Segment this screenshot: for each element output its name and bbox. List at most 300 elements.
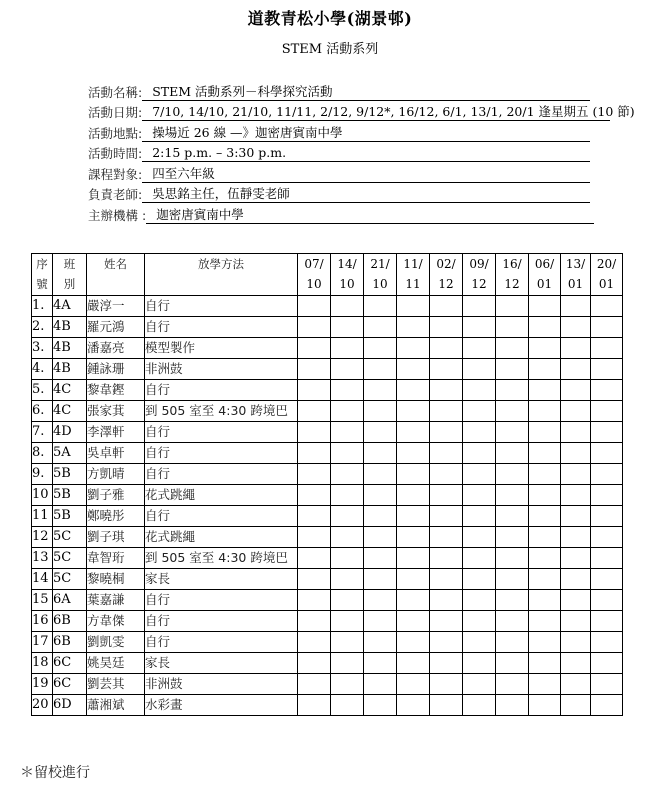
attendance-cell[interactable]: [529, 506, 561, 527]
attendance-cell[interactable]: [298, 422, 331, 443]
attendance-cell[interactable]: [364, 653, 397, 674]
attendance-cell[interactable]: [331, 653, 364, 674]
table-header-row: [32, 254, 623, 296]
attendance-cell[interactable]: [591, 527, 623, 548]
attendance-cell[interactable]: [298, 674, 331, 695]
attendance-cell[interactable]: [430, 485, 463, 506]
row-dismissal-method: 自行: [145, 422, 298, 443]
attendance-cell[interactable]: [298, 590, 331, 611]
attendance-cell[interactable]: [364, 443, 397, 464]
header-date: 21/ 10: [364, 254, 397, 296]
info-row: [88, 142, 628, 163]
attendance-cell[interactable]: [591, 359, 623, 380]
row-dismissal-method: 自行: [145, 632, 298, 653]
attendance-cell[interactable]: [430, 338, 463, 359]
row-student-name: 黎韋鏗: [87, 380, 145, 401]
attendance-cell[interactable]: [298, 317, 331, 338]
attendance-cell[interactable]: [496, 464, 529, 485]
attendance-cell[interactable]: [591, 653, 623, 674]
attendance-cell[interactable]: [591, 569, 623, 590]
attendance-cell[interactable]: [430, 359, 463, 380]
attendance-cell[interactable]: [463, 632, 496, 653]
attendance-cell[interactable]: [591, 548, 623, 569]
row-class: 5B: [53, 485, 87, 506]
attendance-cell[interactable]: [561, 485, 591, 506]
attendance-cell[interactable]: [364, 674, 397, 695]
row-class: 6B: [53, 611, 87, 632]
row-student-name: 潘嘉亮: [87, 338, 145, 359]
attendance-cell[interactable]: [298, 695, 331, 716]
attendance-cell[interactable]: [430, 380, 463, 401]
table-row: [32, 443, 623, 464]
attendance-cell[interactable]: [591, 380, 623, 401]
row-dismissal-method: 到 505 室至 4:30 跨境巴: [145, 401, 298, 422]
attendance-cell[interactable]: [591, 338, 623, 359]
attendance-cell[interactable]: [331, 632, 364, 653]
row-class: 4A: [53, 296, 87, 317]
table-row: [32, 632, 623, 653]
row-dismissal-method: 自行: [145, 611, 298, 632]
row-class: 6D: [53, 695, 87, 716]
attendance-cell[interactable]: [561, 611, 591, 632]
header-date: 13/ 01: [561, 254, 591, 296]
row-seq: 7.: [32, 422, 53, 443]
attendance-cell[interactable]: [331, 485, 364, 506]
attendance-cell[interactable]: [397, 380, 430, 401]
info-value: 7/10, 14/10, 21/10, 11/11, 2/12, 9/12*, 16/12, 6/1, 13/1, 20/1 逢星期五 (10 節): [142, 104, 610, 121]
attendance-cell[interactable]: [364, 422, 397, 443]
attendance-cell[interactable]: [364, 548, 397, 569]
attendance-cell[interactable]: [397, 695, 430, 716]
table-row: [32, 506, 623, 527]
attendance-cell[interactable]: [331, 464, 364, 485]
row-class: 4C: [53, 380, 87, 401]
attendance-cell[interactable]: [430, 401, 463, 422]
info-row: [88, 121, 628, 142]
attendance-cell[interactable]: [298, 296, 331, 317]
row-class: 5A: [53, 443, 87, 464]
attendance-cell[interactable]: [561, 380, 591, 401]
attendance-cell[interactable]: [496, 422, 529, 443]
attendance-cell[interactable]: [529, 443, 561, 464]
attendance-cell[interactable]: [463, 380, 496, 401]
attendance-cell[interactable]: [397, 296, 430, 317]
attendance-cell[interactable]: [591, 401, 623, 422]
activity-info: [88, 80, 635, 224]
attendance-cell[interactable]: [364, 296, 397, 317]
attendance-cell[interactable]: [561, 464, 591, 485]
attendance-cell[interactable]: [364, 380, 397, 401]
attendance-cell[interactable]: [463, 443, 496, 464]
attendance-cell[interactable]: [529, 464, 561, 485]
attendance-cell[interactable]: [529, 359, 561, 380]
attendance-cell[interactable]: [463, 527, 496, 548]
attendance-cell[interactable]: [561, 422, 591, 443]
attendance-cell[interactable]: [561, 632, 591, 653]
attendance-cell[interactable]: [331, 695, 364, 716]
attendance-cell[interactable]: [463, 548, 496, 569]
row-class: 4B: [53, 338, 87, 359]
info-value: 操場近 26 線 —》迦密唐賓南中學: [142, 125, 590, 142]
attendance-cell[interactable]: [561, 569, 591, 590]
attendance-cell[interactable]: [397, 338, 430, 359]
row-student-name: 姚昊廷: [87, 653, 145, 674]
header-seq: 序 號: [32, 254, 53, 296]
attendance-cell[interactable]: [463, 653, 496, 674]
row-class: 6A: [53, 590, 87, 611]
row-student-name: 張家萁: [87, 401, 145, 422]
attendance-cell[interactable]: [463, 695, 496, 716]
attendance-cell[interactable]: [529, 548, 561, 569]
attendance-cell[interactable]: [331, 380, 364, 401]
attendance-cell[interactable]: [397, 569, 430, 590]
attendance-cell[interactable]: [430, 317, 463, 338]
row-seq: 12: [32, 527, 53, 548]
row-dismissal-method: 水彩畫: [145, 695, 298, 716]
attendance-cell[interactable]: [496, 590, 529, 611]
attendance-cell[interactable]: [463, 611, 496, 632]
attendance-cell[interactable]: [298, 401, 331, 422]
header-date: 16/ 12: [496, 254, 529, 296]
attendance-cell[interactable]: [591, 695, 623, 716]
row-dismissal-method: 自行: [145, 506, 298, 527]
info-label: 主辦機構 :: [88, 207, 147, 223]
attendance-table: [31, 253, 623, 716]
attendance-cell[interactable]: [298, 611, 331, 632]
attendance-cell[interactable]: [463, 464, 496, 485]
attendance-cell[interactable]: [430, 695, 463, 716]
row-dismissal-method: 模型製作: [145, 338, 298, 359]
attendance-cell[interactable]: [331, 317, 364, 338]
attendance-cell[interactable]: [529, 611, 561, 632]
attendance-cell[interactable]: [496, 632, 529, 653]
attendance-cell[interactable]: [561, 548, 591, 569]
attendance-cell[interactable]: [331, 443, 364, 464]
attendance-cell[interactable]: [463, 485, 496, 506]
attendance-cell[interactable]: [331, 422, 364, 443]
row-student-name: 吳卓軒: [87, 443, 145, 464]
attendance-cell[interactable]: [496, 611, 529, 632]
row-student-name: 劉子琪: [87, 527, 145, 548]
attendance-cell[interactable]: [463, 401, 496, 422]
attendance-cell[interactable]: [430, 674, 463, 695]
attendance-cell[interactable]: [496, 695, 529, 716]
attendance-cell[interactable]: [430, 590, 463, 611]
row-seq: 8.: [32, 443, 53, 464]
attendance-cell[interactable]: [496, 527, 529, 548]
attendance-cell[interactable]: [591, 506, 623, 527]
row-seq: 16: [32, 611, 53, 632]
attendance-cell[interactable]: [561, 317, 591, 338]
header-date: 07/ 10: [298, 254, 331, 296]
attendance-cell[interactable]: [298, 569, 331, 590]
row-student-name: 鄭曉彤: [87, 506, 145, 527]
attendance-cell[interactable]: [496, 653, 529, 674]
attendance-cell[interactable]: [364, 506, 397, 527]
attendance-cell[interactable]: [331, 296, 364, 317]
attendance-cell[interactable]: [430, 506, 463, 527]
attendance-cell[interactable]: [463, 590, 496, 611]
attendance-cell[interactable]: [298, 464, 331, 485]
row-dismissal-method: 家長: [145, 569, 298, 590]
attendance-cell[interactable]: [529, 485, 561, 506]
row-class: 5B: [53, 464, 87, 485]
attendance-cell[interactable]: [463, 422, 496, 443]
attendance-cell[interactable]: [430, 569, 463, 590]
attendance-cell[interactable]: [496, 401, 529, 422]
attendance-cell[interactable]: [591, 632, 623, 653]
attendance-cell[interactable]: [496, 443, 529, 464]
attendance-cell[interactable]: [397, 422, 430, 443]
attendance-cell[interactable]: [430, 443, 463, 464]
table-row: [32, 485, 623, 506]
attendance-cell[interactable]: [561, 296, 591, 317]
table-row: [32, 527, 623, 548]
attendance-cell[interactable]: [364, 338, 397, 359]
attendance-cell[interactable]: [529, 674, 561, 695]
row-class: 6B: [53, 632, 87, 653]
attendance-cell[interactable]: [397, 317, 430, 338]
attendance-cell[interactable]: [364, 569, 397, 590]
attendance-cell[interactable]: [591, 611, 623, 632]
attendance-cell[interactable]: [496, 569, 529, 590]
attendance-cell[interactable]: [364, 359, 397, 380]
row-dismissal-method: 花式跳繩: [145, 527, 298, 548]
attendance-cell[interactable]: [331, 674, 364, 695]
attendance-cell[interactable]: [561, 674, 591, 695]
attendance-cell[interactable]: [463, 338, 496, 359]
attendance-cell[interactable]: [364, 485, 397, 506]
attendance-cell[interactable]: [430, 527, 463, 548]
attendance-cell[interactable]: [364, 317, 397, 338]
attendance-cell[interactable]: [397, 653, 430, 674]
attendance-cell[interactable]: [561, 527, 591, 548]
attendance-cell[interactable]: [529, 527, 561, 548]
attendance-cell[interactable]: [529, 632, 561, 653]
table-row: [32, 359, 623, 380]
attendance-cell[interactable]: [496, 380, 529, 401]
attendance-cell[interactable]: [561, 590, 591, 611]
row-dismissal-method: 花式跳繩: [145, 485, 298, 506]
footnote: ＊留校進行: [20, 765, 90, 781]
attendance-cell[interactable]: [430, 296, 463, 317]
attendance-cell[interactable]: [496, 506, 529, 527]
attendance-cell[interactable]: [463, 317, 496, 338]
attendance-cell[interactable]: [529, 569, 561, 590]
attendance-cell[interactable]: [397, 590, 430, 611]
attendance-cell[interactable]: [331, 569, 364, 590]
row-class: 5C: [53, 548, 87, 569]
attendance-cell[interactable]: [529, 653, 561, 674]
attendance-cell[interactable]: [463, 674, 496, 695]
attendance-cell[interactable]: [364, 527, 397, 548]
attendance-cell[interactable]: [331, 611, 364, 632]
info-label: 活動地點:: [88, 125, 143, 141]
attendance-cell[interactable]: [397, 548, 430, 569]
attendance-cell[interactable]: [529, 296, 561, 317]
attendance-cell[interactable]: [298, 485, 331, 506]
row-student-name: 葉嘉謙: [87, 590, 145, 611]
attendance-cell[interactable]: [529, 590, 561, 611]
table-row: [32, 380, 623, 401]
attendance-cell[interactable]: [561, 401, 591, 422]
attendance-cell[interactable]: [397, 674, 430, 695]
attendance-cell[interactable]: [364, 590, 397, 611]
attendance-cell[interactable]: [397, 527, 430, 548]
attendance-cell[interactable]: [364, 401, 397, 422]
attendance-cell[interactable]: [331, 359, 364, 380]
table-row: [32, 590, 623, 611]
info-value: STEM 活動系列－科學探究活動: [142, 84, 590, 101]
attendance-cell[interactable]: [331, 527, 364, 548]
header-class: 班 別: [53, 254, 87, 296]
attendance-cell[interactable]: [298, 506, 331, 527]
header-name: 姓名: [87, 254, 145, 296]
row-student-name: 劉芸其: [87, 674, 145, 695]
info-label: 活動名稱:: [88, 84, 143, 100]
attendance-cell[interactable]: [430, 632, 463, 653]
attendance-cell[interactable]: [397, 443, 430, 464]
attendance-cell[interactable]: [331, 506, 364, 527]
attendance-cell[interactable]: [463, 296, 496, 317]
attendance-cell[interactable]: [298, 443, 331, 464]
attendance-cell[interactable]: [591, 317, 623, 338]
attendance-cell[interactable]: [591, 485, 623, 506]
attendance-cell[interactable]: [298, 632, 331, 653]
header-date: 06/ 01: [529, 254, 561, 296]
attendance-cell[interactable]: [591, 443, 623, 464]
attendance-cell[interactable]: [364, 632, 397, 653]
row-seq: 14: [32, 569, 53, 590]
attendance-cell[interactable]: [561, 506, 591, 527]
attendance-cell[interactable]: [364, 695, 397, 716]
attendance-cell[interactable]: [298, 653, 331, 674]
info-label: 活動日期:: [88, 105, 143, 120]
attendance-cell[interactable]: [331, 590, 364, 611]
attendance-cell[interactable]: [298, 380, 331, 401]
attendance-cell[interactable]: [430, 464, 463, 485]
header-date: 02/ 12: [430, 254, 463, 296]
attendance-cell[interactable]: [397, 464, 430, 485]
attendance-cell[interactable]: [397, 359, 430, 380]
attendance-cell[interactable]: [591, 422, 623, 443]
attendance-cell[interactable]: [331, 401, 364, 422]
header-date: 14/ 10: [331, 254, 364, 296]
attendance-cell[interactable]: [561, 653, 591, 674]
attendance-cell[interactable]: [496, 296, 529, 317]
attendance-cell[interactable]: [529, 317, 561, 338]
attendance-cell[interactable]: [529, 380, 561, 401]
row-class: 4B: [53, 359, 87, 380]
row-student-name: 羅元鴻: [87, 317, 145, 338]
attendance-cell[interactable]: [331, 548, 364, 569]
row-seq: 20: [32, 695, 53, 716]
attendance-cell[interactable]: [364, 611, 397, 632]
row-seq: 1.: [32, 296, 53, 317]
table-row: [32, 548, 623, 569]
attendance-cell[interactable]: [397, 506, 430, 527]
attendance-cell[interactable]: [496, 548, 529, 569]
attendance-cell[interactable]: [529, 422, 561, 443]
attendance-cell[interactable]: [529, 338, 561, 359]
header-dismissal-method: 放學方法: [145, 254, 298, 296]
row-student-name: 方凱晴: [87, 464, 145, 485]
row-dismissal-method: 自行: [145, 380, 298, 401]
attendance-cell[interactable]: [463, 359, 496, 380]
attendance-cell[interactable]: [591, 296, 623, 317]
row-dismissal-method: 自行: [145, 464, 298, 485]
row-class: 4B: [53, 317, 87, 338]
attendance-cell[interactable]: [331, 338, 364, 359]
attendance-cell[interactable]: [430, 611, 463, 632]
attendance-cell[interactable]: [529, 695, 561, 716]
attendance-cell[interactable]: [430, 653, 463, 674]
row-dismissal-method: 自行: [145, 590, 298, 611]
table-row: [32, 317, 623, 338]
attendance-cell[interactable]: [591, 674, 623, 695]
attendance-cell[interactable]: [298, 359, 331, 380]
attendance-cell[interactable]: [397, 611, 430, 632]
attendance-cell[interactable]: [496, 317, 529, 338]
attendance-cell[interactable]: [591, 590, 623, 611]
attendance-cell[interactable]: [561, 695, 591, 716]
table-row: [32, 338, 623, 359]
attendance-cell[interactable]: [430, 548, 463, 569]
row-dismissal-method: 非洲鼓: [145, 359, 298, 380]
attendance-cell[interactable]: [496, 338, 529, 359]
row-seq: 15: [32, 590, 53, 611]
header-date: 09/ 12: [463, 254, 496, 296]
info-row: [88, 80, 628, 101]
table-row: [32, 611, 623, 632]
info-label: 負責老師:: [88, 187, 143, 202]
attendance-cell[interactable]: [298, 527, 331, 548]
info-value: 吳思銘主任，伍靜雯老師: [142, 186, 590, 203]
attendance-cell[interactable]: [561, 443, 591, 464]
attendance-cell[interactable]: [591, 464, 623, 485]
row-seq: 4.: [32, 359, 53, 380]
table-row: [32, 401, 623, 422]
table-row: [32, 422, 623, 443]
attendance-cell[interactable]: [496, 359, 529, 380]
attendance-cell[interactable]: [397, 632, 430, 653]
attendance-cell[interactable]: [561, 338, 591, 359]
row-student-name: 蕭湘斌: [87, 695, 145, 716]
attendance-cell[interactable]: [430, 422, 463, 443]
row-dismissal-method: 家長: [145, 653, 298, 674]
row-seq: 18: [32, 653, 53, 674]
row-class: 4C: [53, 401, 87, 422]
attendance-cell[interactable]: [496, 485, 529, 506]
attendance-cell[interactable]: [529, 401, 561, 422]
row-student-name: 嚴淳一: [87, 296, 145, 317]
attendance-cell[interactable]: [298, 338, 331, 359]
attendance-cell[interactable]: [463, 569, 496, 590]
row-dismissal-method: 自行: [145, 443, 298, 464]
info-value: 迦密唐賓南中學: [146, 207, 594, 224]
attendance-cell[interactable]: [496, 674, 529, 695]
attendance-cell[interactable]: [561, 359, 591, 380]
attendance-cell[interactable]: [364, 464, 397, 485]
attendance-cell[interactable]: [397, 401, 430, 422]
attendance-cell[interactable]: [463, 506, 496, 527]
attendance-cell[interactable]: [397, 485, 430, 506]
table-row: [32, 296, 623, 317]
row-dismissal-method: 自行: [145, 317, 298, 338]
attendance-cell[interactable]: [298, 548, 331, 569]
row-class: 4D: [53, 422, 87, 443]
table-row: [32, 653, 623, 674]
